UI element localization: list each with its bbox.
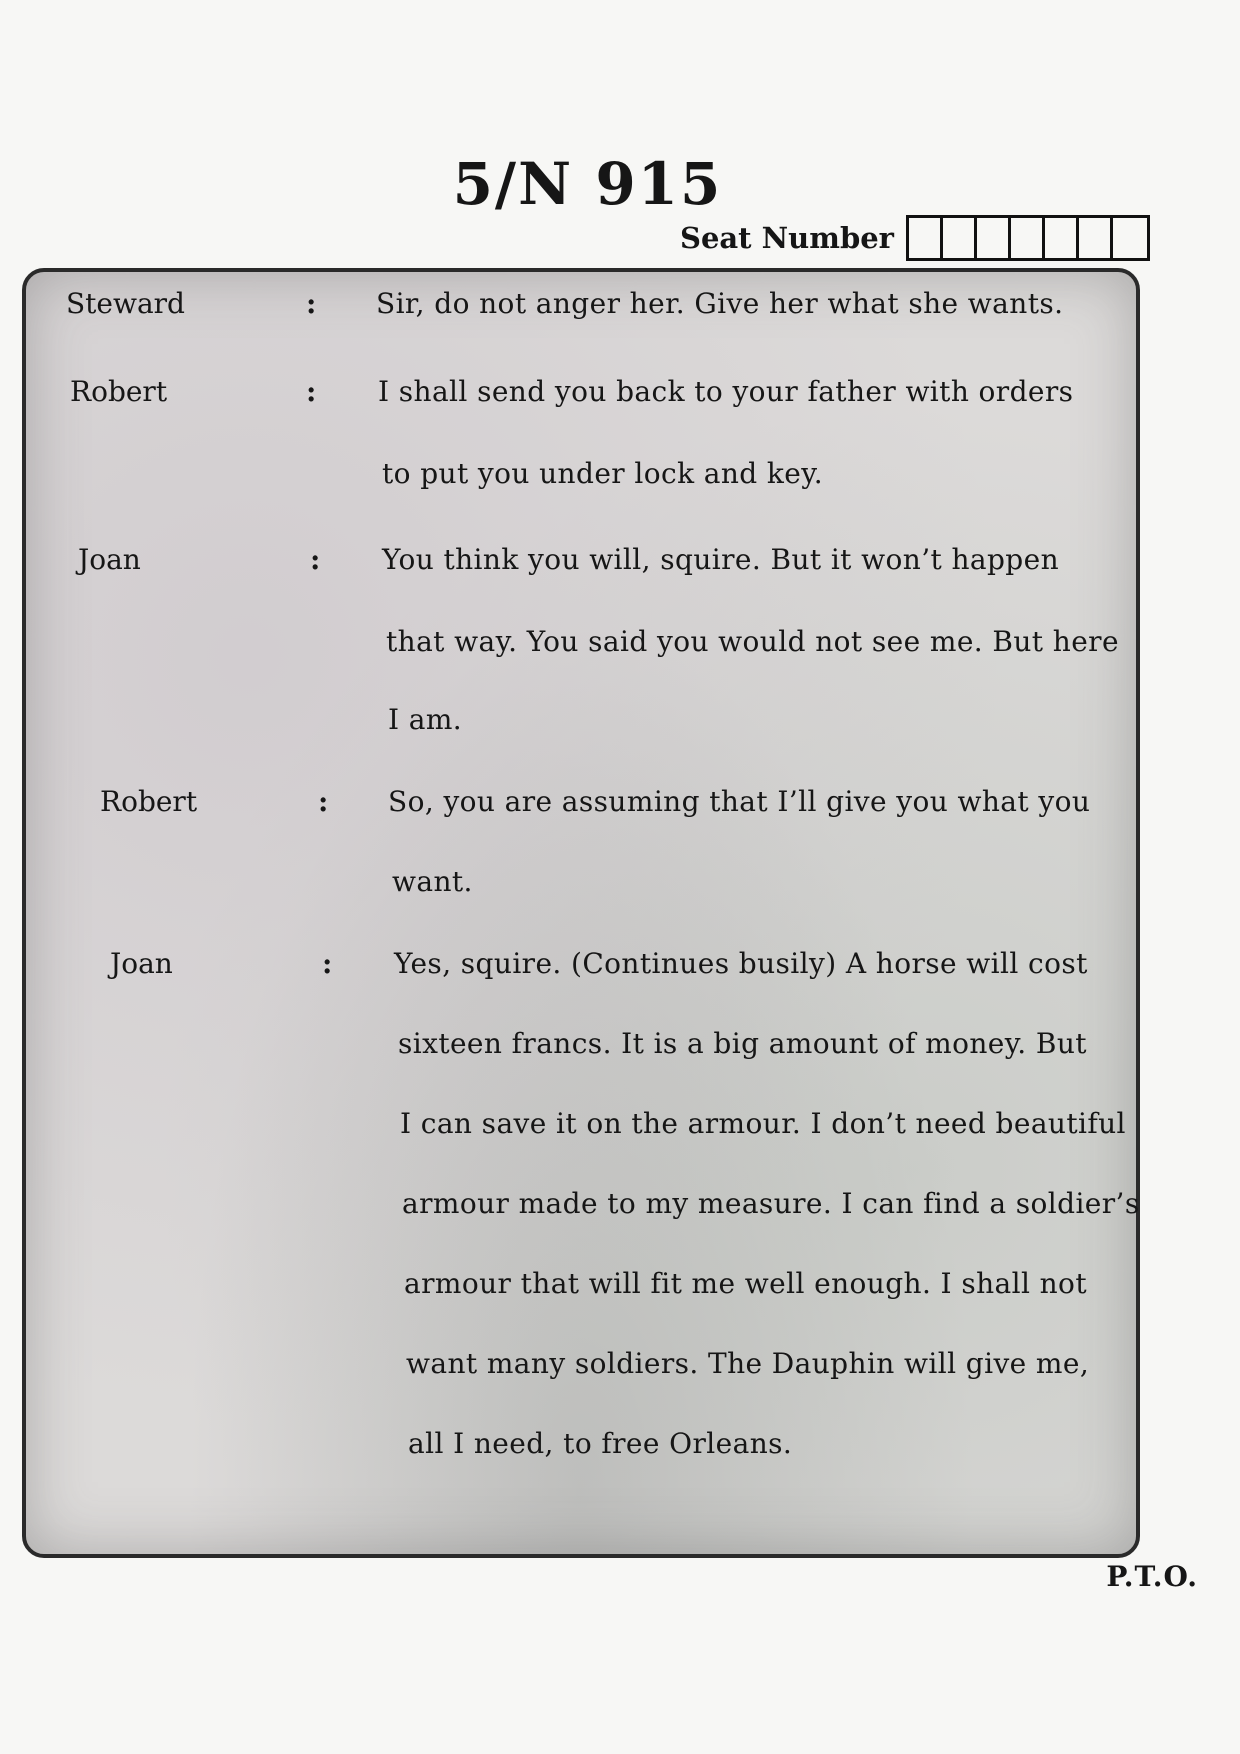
dialogue-text: all I need, to free Orleans. — [408, 1427, 793, 1460]
speaker-colon: : — [322, 947, 333, 980]
seat-number-box[interactable] — [1045, 218, 1079, 258]
speaker-colon: : — [306, 375, 317, 408]
seat-number-box[interactable] — [909, 218, 943, 258]
dialogue-text: I am. — [388, 703, 463, 736]
dialogue-line — [26, 1024, 1136, 1064]
please-turn-over: P.T.O. — [1106, 1560, 1198, 1593]
dialogue-text: You think you will, squire. But it won’t happen — [382, 543, 1060, 576]
dialogue-line — [26, 782, 1136, 822]
speaker-name: Robert — [70, 375, 168, 408]
dialogue-text: armour that will fit me well enough. I shall not — [404, 1267, 1087, 1300]
dialogue-panel — [22, 268, 1140, 1558]
dialogue-text: Yes, squire. (Continues busily) A horse will cost — [394, 947, 1088, 980]
dialogue-line — [26, 862, 1136, 902]
speaker-colon: : — [306, 287, 317, 320]
dialogue-text: that way. You said you would not see me. But here — [386, 625, 1119, 658]
dialogue-line — [26, 454, 1136, 494]
paper-code: 5/N 915 — [452, 150, 723, 218]
seat-number-box[interactable] — [943, 218, 977, 258]
seat-number-box[interactable] — [1011, 218, 1045, 258]
dialogue-line — [26, 1104, 1136, 1144]
dialogue-text: sixteen francs. It is a big amount of money. But — [398, 1027, 1087, 1060]
dialogue-text: I can save it on the armour. I don’t need beautiful — [400, 1107, 1126, 1140]
dialogue-text: want. — [392, 865, 473, 898]
seat-number-boxes — [906, 215, 1150, 261]
speaker-colon: : — [310, 543, 321, 576]
dialogue-text: So, you are assuming that I’ll give you what you — [388, 785, 1091, 818]
dialogue-line — [26, 1344, 1136, 1384]
seat-number-box[interactable] — [1079, 218, 1113, 258]
dialogue-line — [26, 284, 1136, 324]
dialogue-line — [26, 700, 1136, 740]
speaker-name: Joan — [78, 543, 141, 576]
dialogue-line — [26, 372, 1136, 412]
seat-number-box[interactable] — [1113, 218, 1147, 258]
seat-number — [680, 215, 1150, 261]
seat-number-box[interactable] — [977, 218, 1011, 258]
dialogue-text: to put you under lock and key. — [382, 457, 824, 490]
speaker-name: Robert — [100, 785, 198, 818]
speaker-name: Joan — [110, 947, 173, 980]
dialogue-line — [26, 622, 1136, 662]
dialogue-line — [26, 1184, 1140, 1224]
dialogue-text: want many soldiers. The Dauphin will give me, — [406, 1347, 1090, 1380]
dialogue-text: armour made to my measure. I can find a soldier’s — [402, 1187, 1140, 1220]
seat-number-label: Seat Number — [680, 221, 894, 255]
dialogue-text: I shall send you back to your father with orders — [378, 375, 1074, 408]
dialogue-line — [26, 1264, 1136, 1304]
speaker-colon: : — [318, 785, 329, 818]
dialogue-line — [26, 944, 1136, 984]
dialogue-line — [26, 1424, 1136, 1464]
speaker-name: Steward — [66, 287, 185, 320]
dialogue-text: Sir, do not anger her. Give her what she wants. — [376, 287, 1064, 320]
dialogue-line — [26, 540, 1136, 580]
